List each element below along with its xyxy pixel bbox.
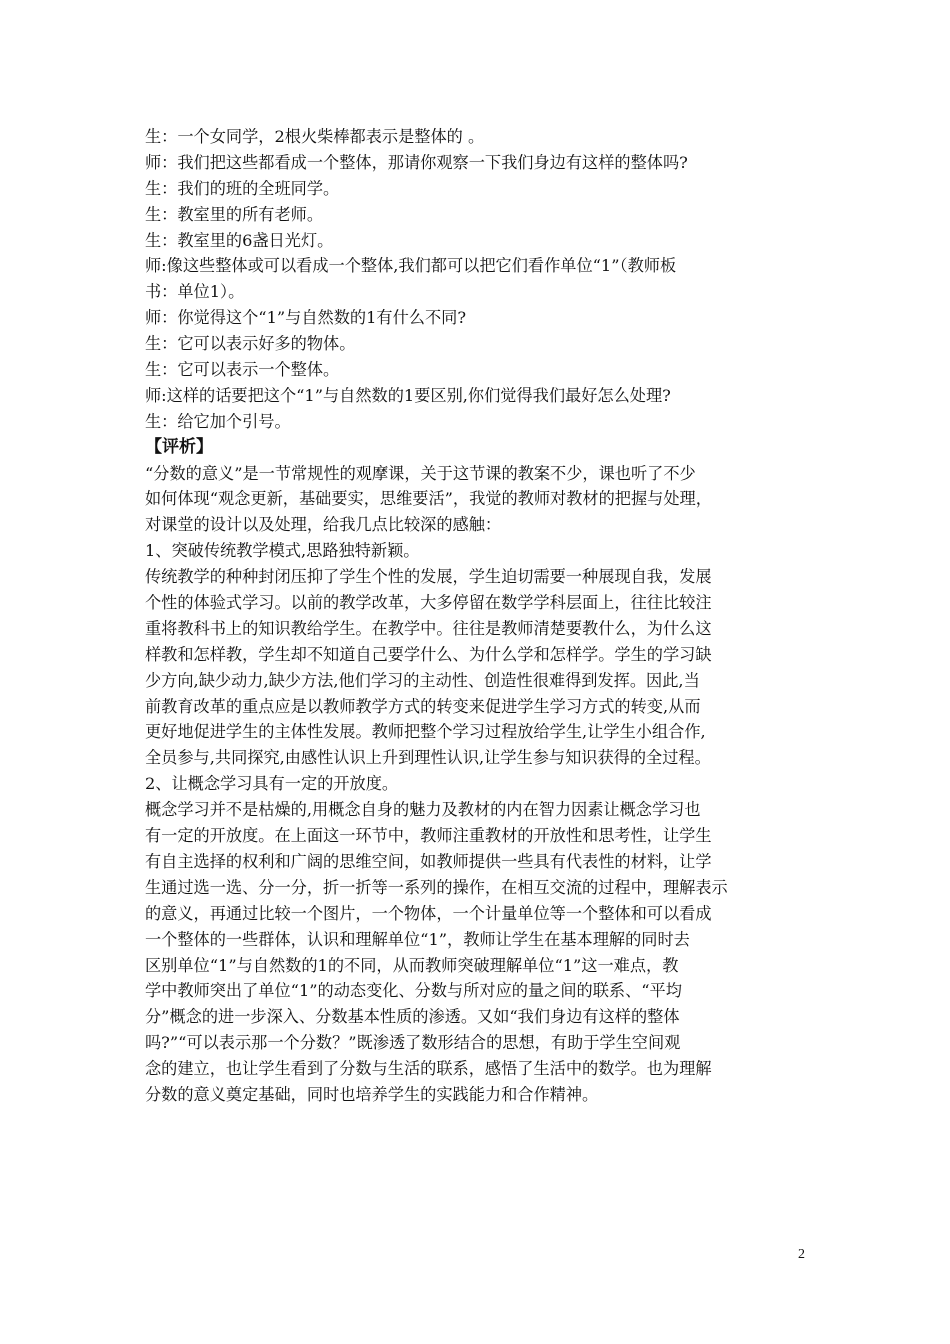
dialogue-line: 生：教室里的6盏日光灯。	[145, 230, 334, 250]
body-line: 更好地促进学生的主体性发展。教师把整个学习过程放给学生,让学生小组合作,	[145, 722, 706, 742]
body-line: 学中教师突出了单位“1”的动态变化、分数与所对应的量之间的联系、“平均	[145, 981, 682, 1001]
section-heading: 【评析】	[145, 436, 213, 457]
body-line: 吗?”“可以表示那一个分数？”既渗透了数形结合的思想，有助于学生空间观	[145, 1033, 681, 1053]
body-line: 传统教学的种种封闭压抑了学生个性的发展，学生迫切需要一种展现自我，发展	[145, 567, 712, 587]
body-line: 分”概念的进一步深入、分数基本性质的渗透。又如“我们身边有这样的整体	[145, 1007, 680, 1027]
body-line: 的意义，再通过比较一个图片，一个物体，一个计量单位等一个整体和可以看成	[145, 903, 712, 923]
body-line: 对课堂的设计以及处理，给我几点比较深的感触：	[145, 515, 502, 535]
body-line: 重将教科书上的知识教给学生。在教学中。往往是教师清楚要教什么，为什么这	[145, 618, 712, 638]
body-line: 个性的体验式学习。以前的教学改革，大多停留在数学学科层面上，往往比较注	[145, 593, 712, 613]
body-line: 全员参与,共同探究,由感性认识上升到理性认识,让学生参与知识获得的全过程。	[145, 748, 711, 768]
document-body	[145, 124, 825, 1108]
body-line: 有一定的开放度。在上面这一环节中，教师注重教材的开放性和思考性，让学生	[145, 826, 712, 846]
dialogue-line: 生：我们的班的全班同学。	[145, 178, 340, 198]
body-line: 前教育改革的重点应是以教师教学方式的转变来促进学生学习方式的转变,从而	[145, 696, 701, 716]
body-line: “分数的意义”是一节常规性的观摩课，关于这节课的教案不少，课也听了不少	[145, 463, 696, 483]
analysis-section	[145, 461, 825, 1108]
body-line: 概念学习并不是枯燥的,用概念自身的魅力及教材的内在智力因素让概念学习也	[145, 800, 701, 820]
body-line: 1、突破传统教学模式,思路独特新颖。	[145, 541, 420, 561]
body-line: 2、让概念学习具有一定的开放度。	[145, 774, 399, 794]
body-line: 区别单位“1”与自然数的1的不同，从而教师突破理解单位“1”这一难点，教	[145, 955, 679, 975]
dialogue-line: 生：它可以表示一个整体。	[145, 360, 340, 380]
dialogue-section	[145, 124, 825, 435]
dialogue-line: 生：它可以表示好多的物体。	[145, 334, 356, 354]
dialogue-line: 师：你觉得这个“1”与自然数的1有什么不同?	[145, 308, 467, 328]
dialogue-line: 生：一个女同学，2根火柴棒都表示是整体的 。	[145, 127, 485, 146]
body-line: 分数的意义奠定基础，同时也培养学生的实践能力和合作精神。	[145, 1084, 599, 1104]
body-line: 有自主选择的权利和广阔的思维空间，如教师提供一些具有代表性的材料，让学	[145, 851, 712, 871]
body-line: 少方向,缺少动力,缺少方法,他们学习的主动性、创造性很难得到发挥。因此,当	[145, 670, 700, 690]
body-line: 生通过选一选、分一分，折一折等一系列的操作，在相互交流的过程中，理解表示	[145, 877, 728, 897]
body-line: 一个整体的一些群体，认识和理解单位“1”，教师让学生在基本理解的同时去	[145, 929, 690, 949]
dialogue-line: 师：我们把这些都看成一个整体，那请你观察一下我们身边有这样的整体吗?	[145, 152, 688, 172]
dialogue-line: 生：给它加个引号。	[145, 411, 291, 431]
body-line: 如何体现“观念更新，基础要实，思维要活”，我觉的教师对教材的把握与处理，	[145, 489, 712, 509]
dialogue-line: 书：单位1）。	[145, 282, 245, 302]
body-line: 样教和怎样教，学生却不知道自己要学什么、为什么学和怎样学。学生的学习缺	[145, 644, 712, 664]
page-number: 2	[798, 1247, 805, 1262]
dialogue-line: 师:这样的话要把这个“1”与自然数的1要区别,你们觉得我们最好怎么处理?	[145, 385, 671, 405]
dialogue-line: 生：教室里的所有老师。	[145, 204, 324, 224]
dialogue-line: 师:像这些整体或可以看成一个整体,我们都可以把它们看作单位“1”（教师板	[145, 256, 677, 276]
body-line: 念的建立，也让学生看到了分数与生活的联系，感悟了生活中的数学。也为理解	[145, 1059, 712, 1079]
